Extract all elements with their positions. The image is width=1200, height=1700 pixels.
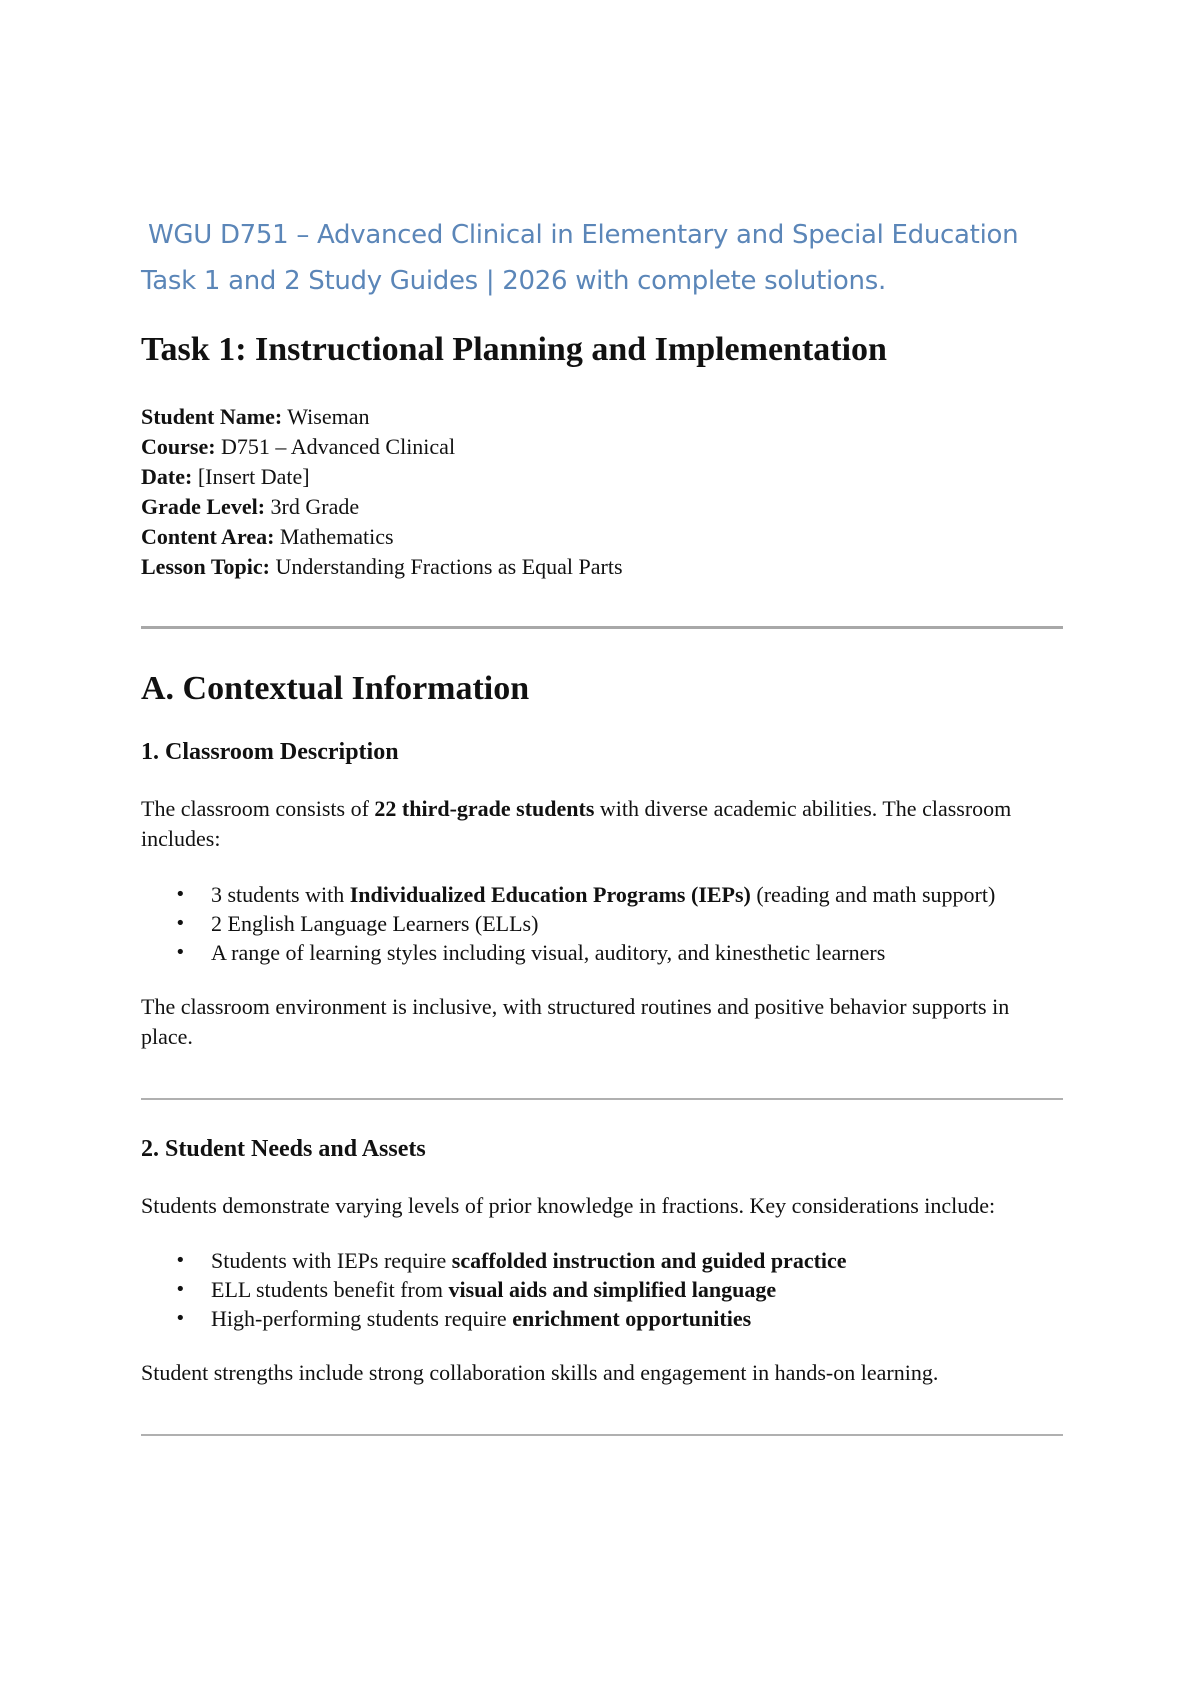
section-divider	[141, 1434, 1063, 1436]
classroom-description-heading: 1. Classroom Description	[141, 739, 399, 765]
meta-value: [Insert Date]	[192, 464, 310, 489]
list-item	[141, 1275, 1063, 1304]
meta-date	[141, 462, 1063, 492]
text-run: (reading and math support)	[750, 882, 996, 907]
header-line-2: Task 1 and 2 Study Guides | 2026 with complete solutions.	[141, 266, 886, 296]
meta-value: D751 – Advanced Clinical	[215, 434, 456, 459]
section-divider	[141, 1098, 1063, 1100]
meta-value: Wiseman	[282, 404, 370, 429]
list-item	[141, 909, 1063, 938]
text-run: A range of learning styles including visual, auditory, and kinesthetic learners	[211, 940, 886, 965]
section-divider	[141, 626, 1063, 629]
text-run: 3 students with	[211, 882, 350, 907]
list-item	[141, 938, 1063, 967]
needs-intro: Students demonstrate varying levels of prior knowledge in fractions. Key considerations include:	[141, 1193, 996, 1218]
student-needs-heading: 2. Student Needs and Assets	[141, 1136, 426, 1162]
meta-value: 3rd Grade	[265, 494, 360, 519]
meta-label: Grade Level:	[141, 494, 266, 519]
text-run: Students with IEPs require	[211, 1248, 452, 1273]
meta-lesson-topic	[141, 552, 1063, 582]
list-item	[141, 880, 1063, 909]
meta-label: Course:	[141, 434, 216, 459]
bold-run: 22 third-grade students	[374, 796, 595, 821]
bold-run: Individualized Education Programs (IEPs)	[349, 882, 751, 907]
list-item	[141, 1304, 1063, 1333]
meta-label: Student Name:	[141, 404, 283, 429]
document-header	[141, 212, 1101, 304]
text-run: ELL students benefit from	[211, 1277, 449, 1302]
meta-label: Content Area:	[141, 524, 275, 549]
needs-closing: Student strengths include strong collaboration skills and engagement in hands-on learning.	[141, 1360, 939, 1385]
meta-label: Date:	[141, 464, 193, 489]
bold-run: scaffolded instruction and guided practice	[451, 1248, 847, 1273]
list-item	[141, 1246, 1063, 1275]
classroom-closing: The classroom environment is inclusive, with structured routines and positive behavior supports in place.	[141, 994, 1010, 1049]
text-run: High-performing students require	[211, 1306, 513, 1331]
student-info	[141, 402, 1063, 582]
text-run: with diverse academic abilities. The classroom includes:	[141, 796, 1012, 851]
meta-content-area	[141, 522, 1063, 552]
needs-bullets	[141, 1246, 1063, 1333]
task-title: Task 1: Instructional Planning and Implementation	[141, 331, 887, 368]
meta-student-name	[141, 402, 1063, 432]
meta-value: Understanding Fractions as Equal Parts	[270, 554, 623, 579]
text-run: 2 English Language Learners (ELLs)	[211, 911, 539, 936]
bold-run: enrichment opportunities	[512, 1306, 752, 1331]
meta-course	[141, 432, 1063, 462]
document-body	[141, 328, 1063, 1436]
classroom-bullets	[141, 880, 1063, 967]
meta-grade-level	[141, 492, 1063, 522]
meta-label: Lesson Topic:	[141, 554, 270, 579]
bold-run: visual aids and simplified language	[448, 1277, 777, 1302]
meta-value: Mathematics	[274, 524, 394, 549]
text-run: The classroom consists of	[141, 796, 375, 821]
header-line-1: WGU D751 – Advanced Clinical in Elementary and Special Education	[148, 220, 1019, 250]
section-a-title: A. Contextual Information	[141, 670, 530, 707]
classroom-intro	[141, 794, 1063, 854]
